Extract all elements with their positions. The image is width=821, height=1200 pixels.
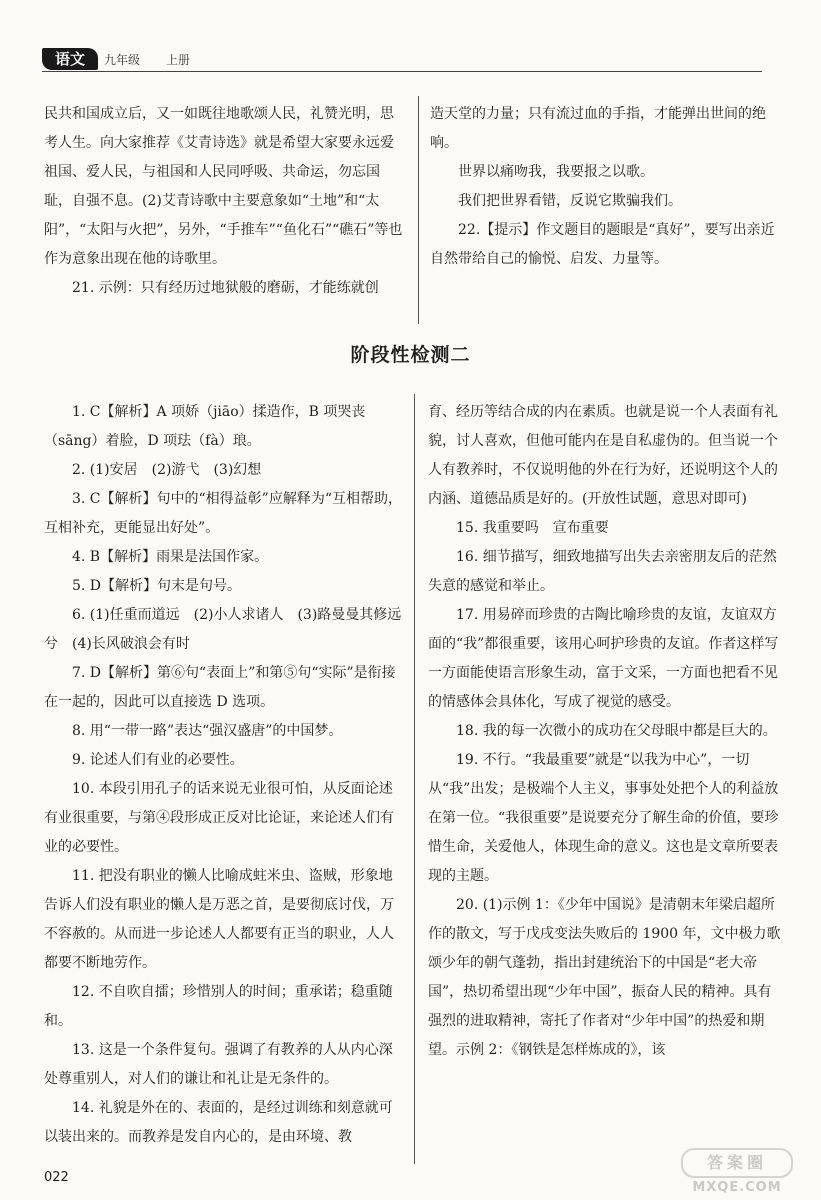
answer-paragraph: 育、经历等结合成的内在素质。也就是说一个人表面有礼貌，讨人喜欢，但他可能内在是自私虚伪的。但当说一个人有教养时，不仅说明他的外在行为好，还说明这个人的内涵、道德品质是好的。(开放性试题，意思对即可) (428, 404, 778, 507)
column-divider-bottom (414, 394, 415, 1164)
answer-paragraph: 民共和国成立后，又一如既往地歌颂人民，礼赞光明，思考人生。向大家推荐《艾青诗选》就是希望大家要永远爱祖国、爱人民，与祖国和人民同呼吸、共命运，勿忘国耻，自强不息。(2)艾青诗歌中主要意象如“土地”和“太阳”，“太阳与火把”，另外，“手推车”“鱼化石”“礁石”等也作为意象出现在他的诗歌里。 (44, 106, 403, 267)
answer-paragraph: 14. 礼貌是外在的、表面的，是经过训练和刻意就可以装出来的。而教养是发自内心的，是由环境、教 (44, 1100, 393, 1145)
answer-paragraph: 1. C【解析】A 项娇（jiāo）揉造作，B 项哭丧（sāng）着脸，D 项珐（fà）琅。 (44, 404, 366, 449)
header-rule (42, 71, 762, 72)
page-number: 022 (44, 1170, 69, 1185)
answer-paragraph: 造天堂的力量；只有流过血的手指，才能弹出世间的绝响。 (430, 106, 766, 151)
answer-paragraph: 2. (1)安居 (2)游弋 (3)幻想 (72, 462, 262, 478)
answer-paragraph: 19. 不行。“我最重要”就是“以我为中心”，一切从“我”出发；是极端个人主义，事事处处把个人的利益放在第一位。“我很重要”是说要充分了解生命的价值，要珍惜生命，关爱他人，体现生命的意义。这也是文章所要表现的主题。 (428, 752, 779, 884)
answer-paragraph: 5. D【解析】句末是句号。 (72, 578, 242, 594)
answer-paragraph: 21. 示例：只有经历过地狱般的磨砺，才能练就创 (72, 280, 379, 296)
answer-paragraph: 9. 论述人们有业的必要性。 (72, 752, 244, 768)
answer-paragraph: 3. C【解析】句中的“相得益彰”应解释为“互相帮助，互相补充，更能显出好处”。 (44, 491, 402, 536)
answer-paragraph: 11. 把没有职业的懒人比喻成蛀米虫、盗贼，形象地告诉人们没有职业的懒人是万恶之首，是要彻底讨伐，万不容赦的。从而进一步论述人人都要有正当的职业，人人都要不断地劳作。 (44, 868, 394, 971)
section-title: 阶段性检测二 (350, 344, 471, 366)
answer-paragraph: 15. 我重要吗 宣布重要 (456, 520, 609, 536)
answer-paragraph: 16. 细节描写，细致地描写出失去亲密朋友后的茫然失意的感觉和举止。 (428, 549, 777, 594)
bottom-right-column (428, 398, 784, 1166)
answer-paragraph: 10. 本段引用孔子的话来说无业很可怕，从反面论述有业很重要，与第④段形成正反对比论证，来论述人们有业的必要性。 (44, 781, 394, 855)
answer-paragraph: 18. 我的每一次微小的成功在父母眼中都是巨大的。 (456, 723, 777, 739)
column-divider-top (418, 96, 419, 324)
answer-paragraph: 22.【提示】作文题目的题眼是“真好”，要写出亲近自然带给自己的愉悦、启发、力量等。 (430, 222, 775, 267)
watermark-seal: 答案圈 (681, 1148, 793, 1178)
volume-label: 上册 (166, 53, 191, 67)
answer-paragraph: 4. B【解析】雨果是法国作家。 (72, 549, 269, 565)
answer-paragraph: 7. D【解析】第⑥句“表面上”和第⑤句“实际”是衔接在一起的，因此可以直接选 D 选项。 (44, 665, 396, 710)
top-left-column (44, 100, 404, 330)
answer-paragraph: 17. 用易碎而珍贵的古陶比喻珍贵的友谊，友谊双方面的“我”都很重要，该用心呵护珍贵的友谊。作者这样写一方面能使语言形象生动，富于文采，一方面也把看不见的情感体会具体化，写成了视觉的感受。 (428, 607, 779, 710)
answer-paragraph: 12. 不自吹自擂；珍惜别人的时间；重承诺；稳重随和。 (44, 984, 393, 1029)
answer-paragraph: 13. 这是一个条件复句。强调了有教养的人从内心深处尊重别人，对人们的谦让和礼让是无条件的。 (44, 1042, 393, 1087)
watermark-url: MXQE.COM (692, 1180, 782, 1195)
page-header (42, 48, 802, 74)
answer-paragraph: 6. (1)任重而道远 (2)小人求诸人 (3)路曼曼其修远兮 (4)长风破浪会有时 (44, 607, 402, 652)
answer-paragraph: 世界以痛吻我，我要报之以歌。 (458, 164, 654, 180)
top-right-column (430, 100, 784, 280)
watermark-logo (662, 1148, 812, 1194)
answer-paragraph: 8. 用“一带一路”表达“强汉盛唐”的中国梦。 (72, 723, 343, 739)
answer-paragraph: 20. (1)示例 1：《少年中国说》是清朝末年梁启超所作的散文，写于戊戌变法失败后的 1900 年，文中极力歌颂少年的朝气蓬勃，指出封建统治下的中国是“老大帝国”，热切希望出现“少年中国”，振奋人民的精神。具有强烈的进取精神，寄托了作者对“少年中国”的热爱和期望。示例 2：《钢铁是怎样炼成的》，该 (428, 897, 781, 1058)
grade-label: 九年级 (104, 53, 141, 67)
answer-paragraph: 我们把世界看错，反说它欺骗我们。 (458, 193, 682, 209)
bottom-left-column (44, 398, 402, 1166)
subject-logo: 语文 (42, 48, 98, 70)
